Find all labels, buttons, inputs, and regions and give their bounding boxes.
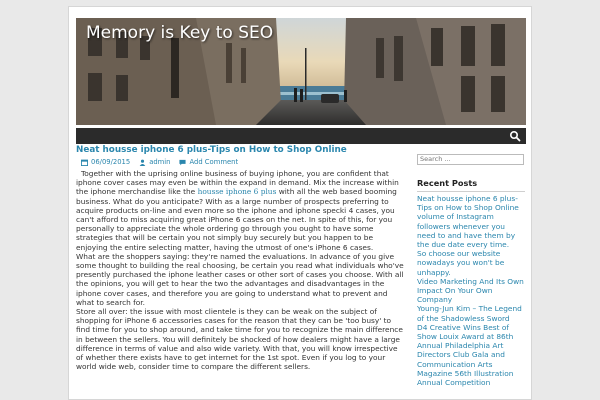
header-banner (76, 18, 526, 125)
widget-divider (417, 191, 525, 192)
search-input[interactable] (417, 154, 524, 165)
main-content (76, 144, 405, 371)
post-author (139, 157, 170, 167)
post-meta (81, 157, 405, 167)
housse-iphone-link[interactable]: housse iphone 6 plus (197, 187, 277, 197)
post-paragraph: Store all over: the issue with most clientele is they can be weak on the subject of shopping for iPhone 6 accessories cases for the reason that they can be 'too busy' to find time for you to shop around, and take time for you to recognize the main difference in between the sellers. You will definitely be shocked of how dealers might have a large difference in terms of value and also wide variety. With that, you will know irrespective of whether there exists have to get internet for the 1st spot. Even if you log to your world wide web, consider time to compare the different sellers. (76, 307, 403, 372)
site-title[interactable]: Memory is Key to SEO (86, 23, 274, 43)
search-icon[interactable] (509, 130, 521, 142)
post-title[interactable]: Neat housse iphone 6 plus-Tips on How to Shop Online (76, 145, 347, 155)
post-paragraph: What are the shoppers saying: they're named the evaluations. In advance of you give some thought to building the real choosing, be certain you read what individuals who've presently purchased the iphone leather cases or other sort of cases you choose. With all the opinions, you will get to hear the two the advantages and disadvantages in the iphone cover cases, and therefore you are going to understand what to prevent and what to search for. (76, 251, 404, 307)
calendar-icon (81, 159, 88, 166)
main-navbar (76, 128, 526, 144)
recent-post-link[interactable]: Neat housse iphone 6 plus-Tips on How to Shop Online (417, 194, 519, 213)
recent-post-link[interactable]: D4 Creative Wins Best of Show Louix Award at 86th Annual Philadelphia Art Directors Club Gala and Communication Arts Magazine 56th Illustration Annual Competition (417, 322, 514, 388)
comment-icon (179, 159, 186, 166)
post-author-link[interactable]: admin (149, 158, 171, 166)
page-container (68, 6, 532, 400)
recent-post-link[interactable]: Young-Jun Kim – The Legend of the Shadowless Sword (417, 304, 522, 323)
recent-post-link[interactable]: Video Marketing And Its Own Impact On Your Own Company (417, 276, 524, 305)
sidebar (417, 146, 525, 387)
post-comments (179, 157, 238, 167)
post-date (81, 157, 130, 167)
recent-posts-title: Recent Posts (417, 178, 478, 188)
post-body (76, 169, 405, 371)
post-date-text[interactable]: 06/09/2015 (91, 158, 131, 166)
add-comment-link[interactable]: Add Comment (189, 158, 239, 166)
recent-post-link[interactable]: volume of Instagram followers whenever you need to and have them by the due date every time. (417, 212, 516, 250)
recent-posts-list (417, 194, 525, 387)
user-icon (139, 159, 146, 166)
recent-post-link[interactable]: So choose our website nowadays you won't be unhappy. (417, 249, 505, 277)
post-paragraph: Together with the uprising online business of buying iphone, you are confident that iphone cover cases may even be within the expand in demand. Mix the increase within the iphone merchandise like the housse iphone 6 plus with all the web based booming business. What do you anticipate? With as a large number of prospects preferring to acquire products on-line and even more so the iphone and iphone specki 4 cases, you can't afford to miss acquiring great iPhone 6 cases on the net. In spite of this, for you personally to appreciate the whole ordering go through you ought to have some strategies that will be certain you not simply buy securely but you happen to be enjoying the entire selecting matter, having the utmost of one's iPhone 6 cases. (76, 169, 399, 252)
